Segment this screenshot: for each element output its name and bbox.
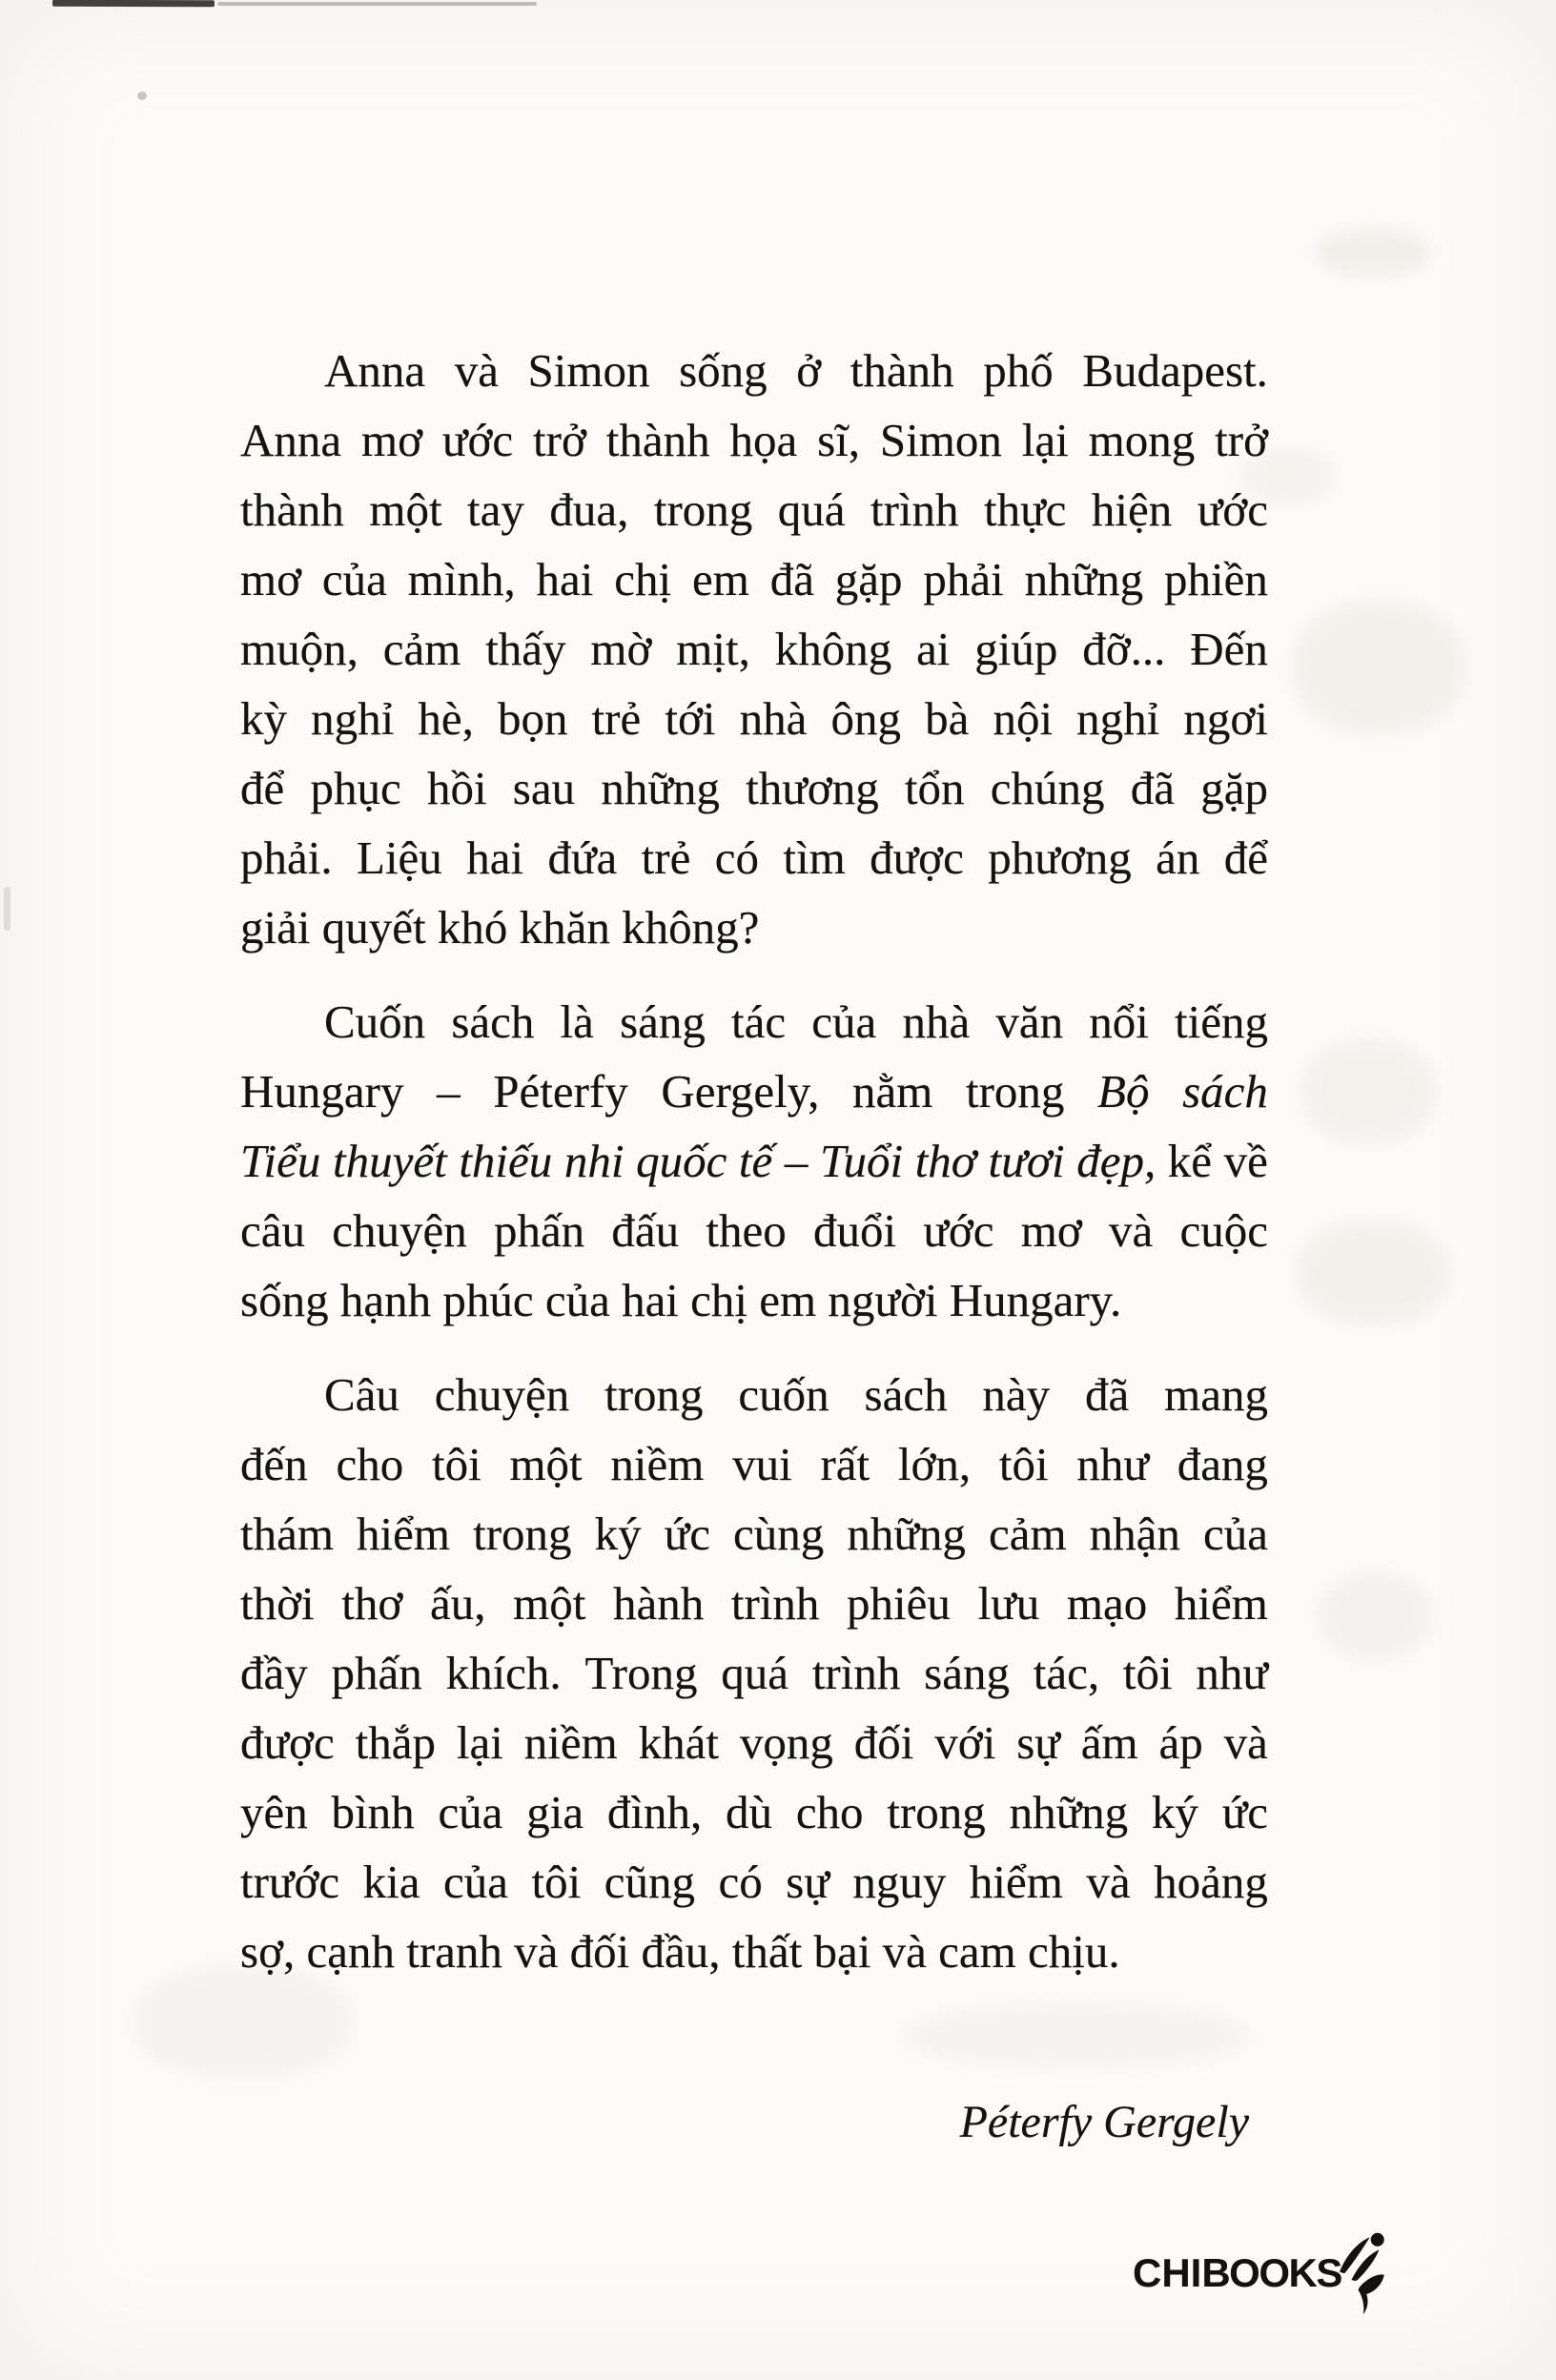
bleedthrough-smudge [1316,229,1430,277]
text-line: Cuốn sách là sáng tác của nhà văn nổi tiếng [324,995,1268,1048]
text-line: Anna mơ ước trở thành họa sĩ, Simon lại mong trở [240,414,1268,466]
publisher-logo [1133,2247,1387,2320]
text-line: đầy phấn khích. Trong quá trình sáng tác, tôi như [240,1647,1268,1699]
text-line: phải. Liệu hai đứa trẻ có tìm được phương án để [240,831,1268,884]
scan-artifact [4,887,10,931]
scan-artifact [52,0,215,7]
text-line: Tiểu thuyết thiếu nhi quốc tế – Tuổi thơ tươi đẹp, kể về [240,1135,1268,1187]
paragraph [240,1360,1268,1986]
text-line: được thắp lại niềm khát vọng đối với sự ấm áp và [240,1716,1268,1769]
text-line: sợ, cạnh tranh và đối đầu, thất bại và cam chịu. [240,1925,1120,1978]
text-line: đến cho tôi một niềm vui rất lớn, tôi như đang [240,1438,1268,1490]
bleedthrough-smudge [1297,1221,1449,1325]
logo-text-chi: CHI [1133,2250,1202,2295]
text-line: Anna và Simon sống ở thành phố Budapest. [324,344,1268,397]
paragraph [240,987,1268,1335]
text-line: câu chuyện phấn đấu theo đuổi ước mơ và cuộc [240,1204,1268,1257]
body-text [240,336,1268,1986]
bleedthrough-smudge [1293,601,1464,734]
text-line: thành một tay đua, trong quá trình thực hiện ước [240,483,1268,536]
text-line: Câu chuyện trong cuốn sách này đã mang [324,1368,1268,1421]
logo-text-books: BOOKS [1201,2250,1341,2295]
bleedthrough-smudge [1302,1039,1436,1144]
bleedthrough-smudge [1318,1573,1432,1659]
text-line: trước kia của tôi cũng có sự nguy hiểm và hoảng [240,1856,1268,1908]
scan-artifact [137,92,147,100]
text-line: giải quyết khó khăn không? [240,901,760,954]
text-line: thời thơ ấu, một hành trình phiêu lưu mạo hiểm [240,1577,1268,1630]
text-line: để phục hồi sau những thương tổn chúng đã gặp [240,762,1268,814]
text-line: yên bình của gia đình, dù cho trong những ký ức [240,1786,1268,1838]
text-line: thám hiểm trong ký ức cùng những cảm nhận của [240,1508,1268,1560]
paragraph [240,336,1268,962]
scan-artifact [217,2,537,6]
text-line: muộn, cảm thấy mờ mịt, không ai giúp đỡ... Đến [240,623,1268,675]
text-line: Hungary – Péterfy Gergely, nằm trong Bộ sách [240,1065,1268,1118]
text-line: sống hạnh phúc của hai chị em người Hungary. [240,1274,1122,1326]
text-line: mơ của mình, hai chị em đã gặp phải những phiền [240,553,1268,605]
text-line: kỳ nghỉ hè, bọn trẻ tới nhà ông bà nội nghỉ ngơi [240,692,1268,745]
author-signature: Péterfy Gergely [959,2097,1249,2147]
bleedthrough-smudge [906,2002,1249,2069]
reading-figure-sprout-icon [1341,2247,1387,2320]
